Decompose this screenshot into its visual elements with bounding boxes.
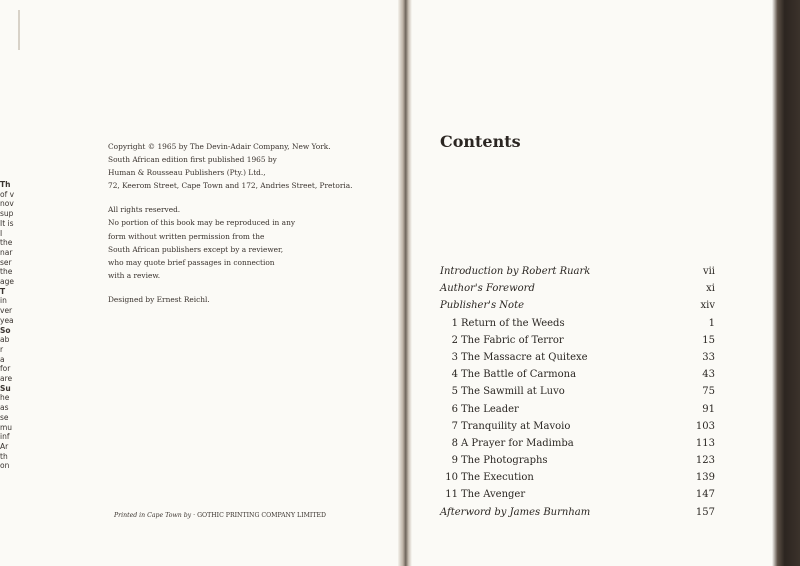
bleed-fragment: r	[0, 344, 4, 354]
bleed-fragment: ver	[0, 306, 13, 316]
facing-page-text-fragment	[0, 180, 44, 520]
chapter-number: 8	[451, 437, 458, 449]
toc-entry	[440, 315, 715, 332]
chapter-number: 6	[451, 403, 458, 415]
bleed-fragment: yea	[0, 315, 14, 325]
toc-entry	[440, 349, 715, 366]
chapter-number: 10	[445, 472, 458, 484]
rights-line: All rights reserved.	[108, 205, 181, 215]
chapter-number: 4	[451, 369, 458, 381]
bleed-fragment: for	[0, 364, 11, 374]
toc-page-number: 75	[702, 386, 715, 398]
toc-entry	[440, 383, 715, 400]
bleed-fragment: age	[0, 277, 14, 287]
toc-entry-title: Introduction by Robert Ruark	[440, 266, 591, 277]
rights-line: form without written permission from the	[108, 231, 265, 241]
bleed-fragment: a	[0, 354, 5, 364]
toc-page-number: xi	[706, 283, 715, 295]
bleed-fragment: sup	[0, 209, 14, 219]
rights-line: No portion of this book may be reproduced in any	[108, 218, 296, 228]
publisher-line: Human & Rousseau Publishers (Pty.) Ltd.,	[108, 168, 266, 178]
toc-page-number: vii	[702, 266, 715, 277]
toc-page-number: 43	[702, 369, 715, 381]
bleed-fragment: So	[0, 325, 11, 335]
toc-entry	[440, 452, 715, 469]
toc-page-number: 33	[702, 351, 715, 363]
chapter-number: 2	[451, 334, 458, 346]
chapter-number: 3	[451, 351, 458, 363]
toc-entry-title: Return of the Weeds	[461, 317, 565, 329]
bleed-fragment: T	[0, 286, 6, 296]
edition-line: South African edition first published 1965 by	[108, 155, 277, 165]
toc-entry-title: The Fabric of Terror	[461, 334, 564, 346]
toc-entry	[440, 504, 715, 521]
toc-entry	[440, 418, 715, 435]
toc-page-number: 103	[695, 420, 715, 432]
imprint-prefix: Printed in Cape Town by	[114, 512, 192, 519]
bleed-fragment: mu	[0, 422, 13, 432]
toc-page-number: 1	[708, 317, 715, 329]
rights-line: with a review.	[108, 270, 161, 280]
bleed-fragment: in	[0, 296, 7, 306]
toc-entry-title: The Execution	[461, 472, 534, 484]
book-gutter	[398, 0, 412, 566]
bleed-fragment: inf	[0, 432, 10, 442]
toc-entry-title: Author's Foreword	[440, 283, 535, 295]
toc-page-number: 147	[695, 489, 715, 501]
toc-entry	[440, 280, 715, 297]
toc-entry-title: Tranquility at Mavoio	[461, 420, 571, 432]
bleed-fragment: the	[0, 238, 13, 248]
chapter-number: 1	[451, 317, 458, 329]
bleed-fragment: nov	[0, 199, 14, 209]
rights-line: South African publishers except by a reviewer,	[108, 244, 284, 254]
toc-entry-title: The Leader	[461, 403, 519, 415]
bleed-fragment: Ar	[0, 441, 9, 451]
toc-entry-title: The Photographs	[461, 455, 548, 467]
toc-page-number: 15	[702, 334, 715, 346]
bleed-fragment: as	[0, 403, 9, 413]
toc-entry-title: Afterword by James Burnham	[440, 506, 591, 518]
toc-entry	[440, 486, 715, 503]
bleed-fragment: I	[0, 228, 3, 238]
bleed-fragment: Th	[0, 180, 11, 189]
bleed-fragment: are	[0, 374, 13, 384]
printer-imprint: Printed in Cape Town by · GOTHIC PRINTING COMPANY LIMITED	[114, 512, 326, 519]
rights-line: who may quote brief passages in connection	[108, 257, 275, 267]
contents-heading: Contents	[440, 132, 521, 151]
toc-entry	[440, 263, 715, 280]
bleed-fragment: nar	[0, 247, 13, 257]
address-line: 72, Keerom Street, Cape Town and 172, Andries Street, Pretoria.	[108, 181, 353, 191]
toc-entry-title: A Prayer for Madimba	[461, 437, 574, 449]
toc-page-number: xiv	[700, 300, 715, 312]
page-edge-mark	[18, 10, 20, 50]
designer-credit: Designed by Ernest Reichl.	[108, 294, 210, 304]
toc-entry-title: The Battle of Carmona	[461, 369, 577, 381]
bleed-fragment: he	[0, 393, 10, 403]
toc-entry-title: The Sawmill at Luvo	[461, 386, 565, 398]
bleed-fragment: ab	[0, 335, 10, 345]
copyright-block	[108, 140, 368, 306]
bleed-fragment: Su	[0, 383, 11, 393]
bleed-fragment: se	[0, 412, 9, 422]
book-edge-shadow	[772, 0, 800, 566]
chapter-number: 5	[451, 386, 458, 398]
toc-entry	[440, 332, 715, 349]
toc-page-number: 123	[695, 455, 715, 467]
copyright-line: Copyright © 1965 by The Devin-Adair Company, New York.	[108, 142, 331, 151]
bleed-fragment: It is	[0, 218, 14, 228]
chapter-number: 9	[451, 455, 458, 467]
table-of-contents	[440, 263, 715, 521]
toc-entry	[440, 366, 715, 383]
toc-entry-title: The Avenger	[461, 489, 526, 501]
chapter-number: 7	[451, 420, 458, 432]
chapter-number: 11	[445, 489, 458, 501]
toc-entry	[440, 435, 715, 452]
toc-page-number: 113	[695, 437, 715, 449]
toc-entry	[440, 401, 715, 418]
toc-page-number: 91	[702, 403, 715, 415]
toc-entry	[440, 469, 715, 486]
bleed-fragment: the	[0, 267, 13, 277]
bleed-fragment: of v	[0, 189, 15, 199]
toc-entry-title: The Massacre at Quitexe	[461, 351, 588, 363]
printer-name: GOTHIC PRINTING COMPANY LIMITED	[197, 512, 326, 519]
toc-page-number: 157	[695, 506, 715, 518]
bleed-fragment: th	[0, 451, 8, 461]
toc-entry	[440, 297, 715, 314]
bleed-fragment: on	[0, 461, 10, 471]
toc-page-number: 139	[695, 472, 715, 484]
toc-entry-title: Publisher's Note	[440, 300, 525, 312]
bleed-fragment: ser	[0, 257, 12, 267]
